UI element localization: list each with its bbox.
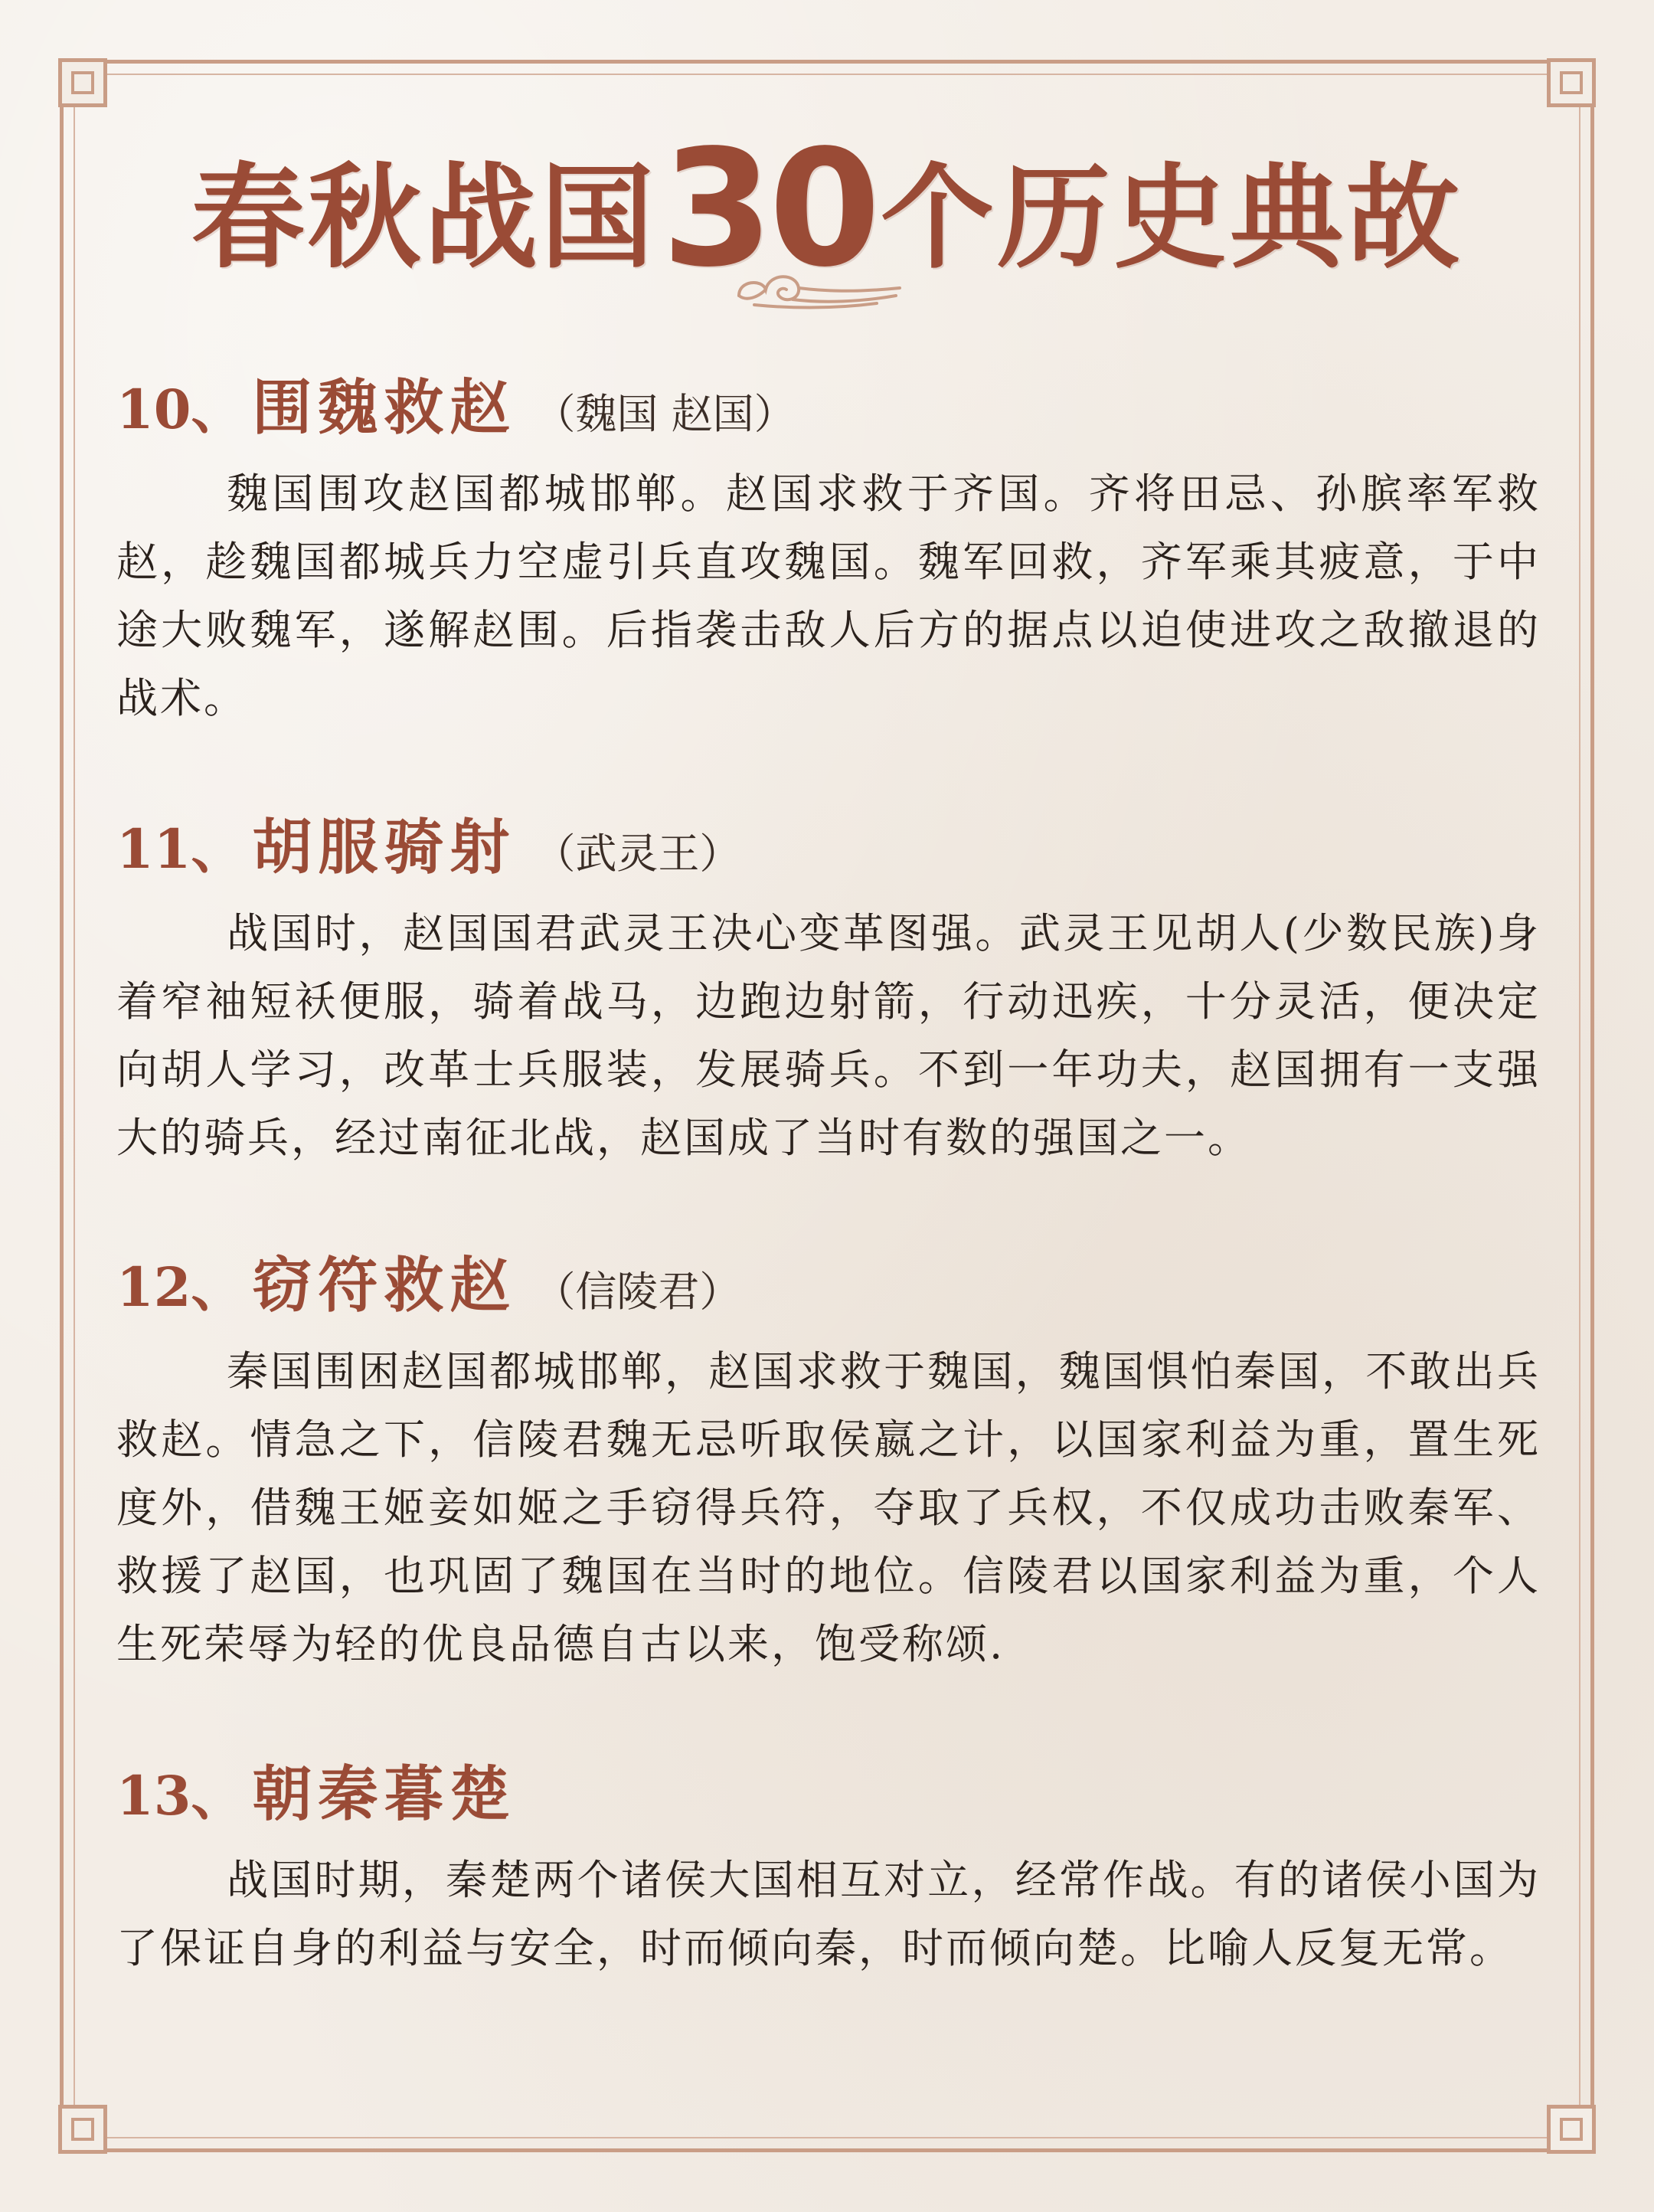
section-heading <box>116 806 1541 890</box>
section-title: 围魏救赵 <box>252 373 516 443</box>
corner-ornament-icon <box>1547 58 1596 107</box>
story-section-10 <box>116 366 1541 732</box>
section-body: 魏国围攻赵国都城邯郸。赵国求救于齐国。齐将田忌、孙膑率军救赵，趁魏国都城兵力空虚引兵直攻魏国。魏军回救，齐军乘其疲意，于中途大败魏军，遂解赵围。后指袭击敌人后方的据点以迫使进攻之敌撤退的战术。 <box>116 470 1541 722</box>
section-number: 13、 <box>116 1764 245 1828</box>
section-title: 胡服骑射 <box>252 813 516 882</box>
section-title: 窃符救赵 <box>252 1251 516 1320</box>
section-heading <box>116 1244 1541 1328</box>
section-title: 朝秦暮楚 <box>252 1759 516 1829</box>
title-part-2: 个历史典故 <box>881 150 1463 284</box>
corner-ornament-icon <box>58 58 107 107</box>
section-subtitle: （魏国 赵国） <box>534 390 796 438</box>
section-number: 12、 <box>116 1255 245 1319</box>
title-number: 30 <box>661 115 877 303</box>
section-body: 秦国围困赵国都城邯郸，赵国求救于魏国，魏国惧怕秦国，不敢出兵救赵。情急之下，信陵君魏无忌听取侯嬴之计，以国家利益为重，置生死度外，借魏王姬妾如姬之手窃得兵符，夺取了兵权，不仅成功击败秦军、救援了赵国，也巩固了魏国在当时的地位。信陵君以国家利益为重，个人生死荣辱为轻的优良品德自古以来，饱受称颂. <box>116 1347 1541 1668</box>
corner-ornament-icon <box>58 2105 107 2154</box>
section-body: 战国时，赵国国君武灵王决心变革图强。武灵王见胡人(少数民族)身着窄袖短袄便服，骑着战马，边跑边射箭，行动迅疾，十分灵活，便决定向胡人学习，改革士兵服装，发展骑兵。不到一年功夫，赵国拥有一支强大的骑兵，经过南征北战，赵国成了当时有数的强国之一。 <box>116 909 1541 1162</box>
section-heading <box>116 1752 1541 1837</box>
section-subtitle: （信陵君） <box>534 1268 741 1316</box>
story-section-11 <box>116 806 1541 1172</box>
corner-ornament-icon <box>1547 2105 1596 2154</box>
story-section-12 <box>116 1244 1541 1678</box>
auspicious-cloud-icon <box>724 257 907 319</box>
section-number: 10、 <box>116 378 245 441</box>
title-part-1: 春秋战国 <box>191 150 657 284</box>
section-subtitle: （武灵王） <box>534 830 741 878</box>
section-heading <box>116 366 1541 450</box>
section-number: 11、 <box>116 817 245 881</box>
story-section-13 <box>116 1752 1541 1982</box>
section-body: 战国时期，秦楚两个诸侯大国相互对立，经常作战。有的诸侯小国为了保证自身的利益与安全，时而倾向秦，时而倾向楚。比喻人反复无常。 <box>116 1856 1541 1972</box>
